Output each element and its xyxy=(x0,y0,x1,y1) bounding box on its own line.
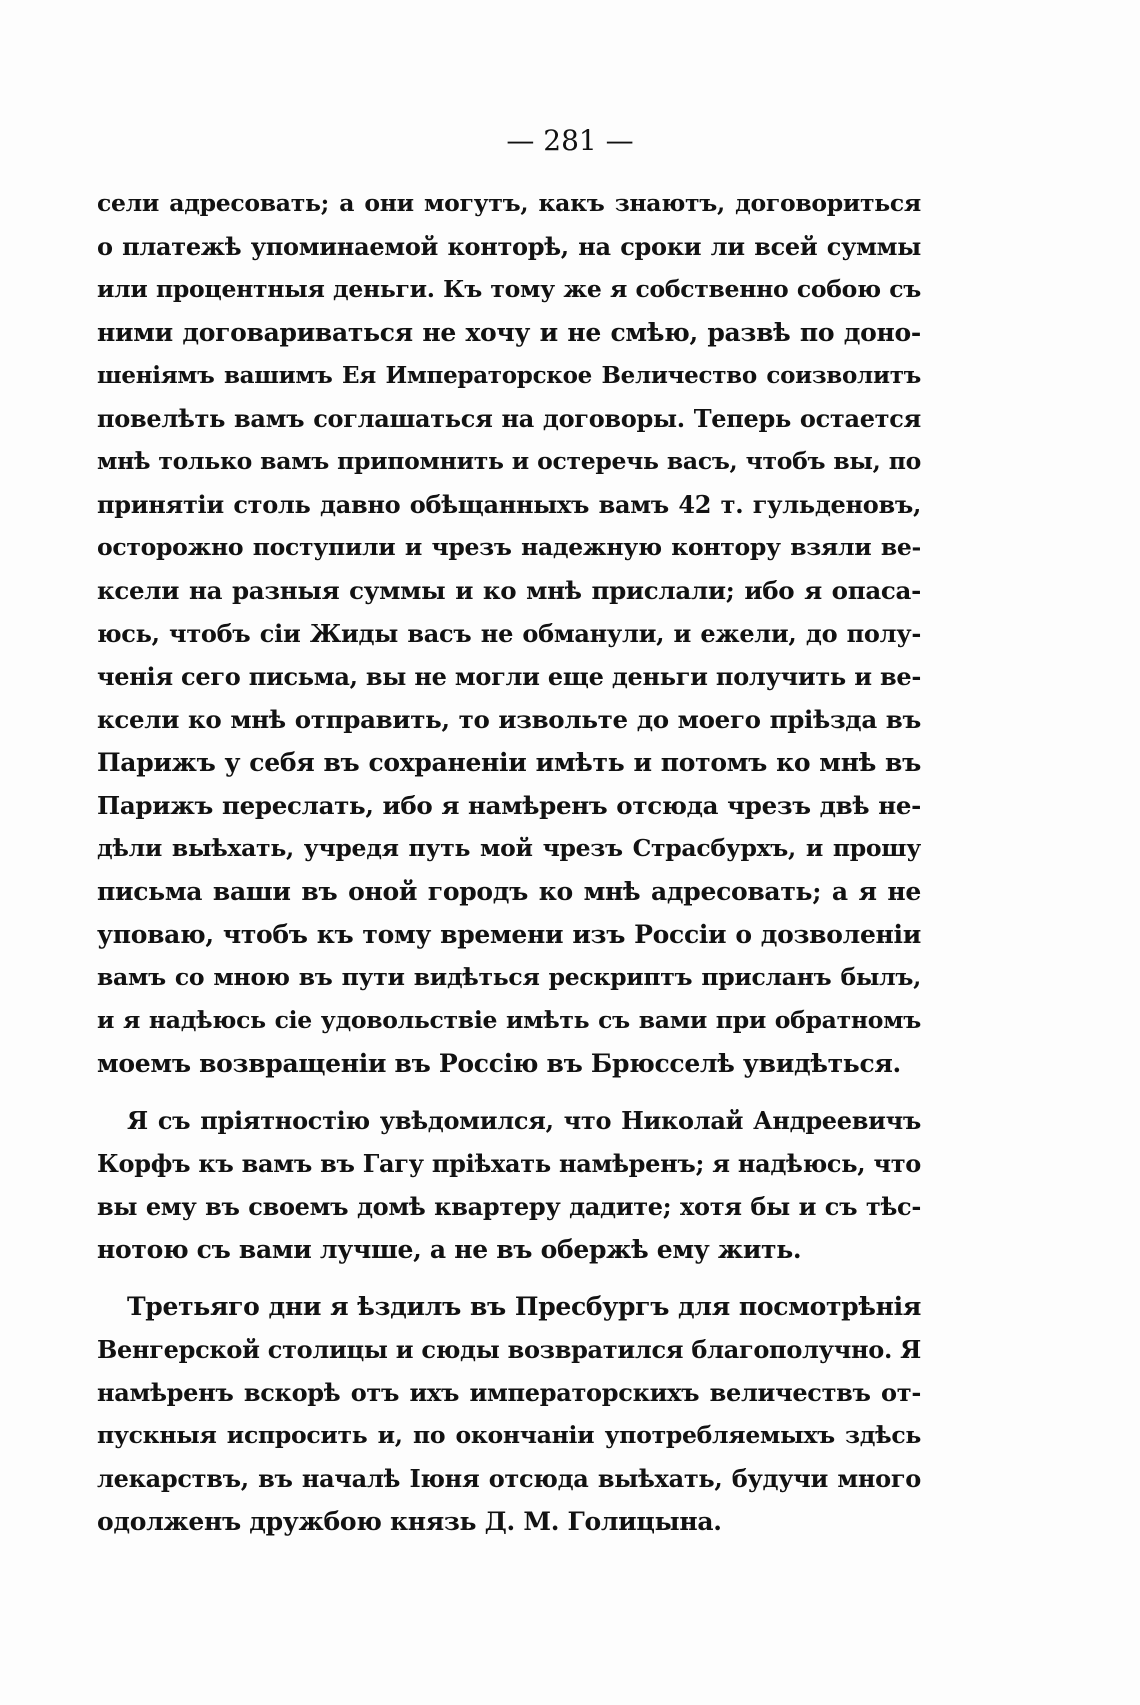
text-line: Третьяго дни я ѣздилъ въ Пресбургъ для посмотрѣнія xyxy=(127,1292,921,1321)
text-line: мнѣ только вамъ припомнить и остеречь васъ, чтобъ вы, по xyxy=(97,447,921,475)
text-line: вы ему въ своемъ домѣ квартеру дадите; хотя бы и съ тѣс- xyxy=(97,1192,921,1221)
text-line: сели адресовать; а они могутъ, какъ знаютъ, договориться xyxy=(97,189,921,217)
text-line: шеніямъ вашимъ Ея Императорское Величество соизволитъ xyxy=(97,362,921,389)
body-text xyxy=(97,182,921,1543)
text-line: принятіи столь давно обѣщанныхъ вамъ 42 т. гульденовъ, xyxy=(97,490,921,519)
text-line: или процентныя деньги. Къ тому же я собственно собою съ xyxy=(97,275,921,303)
text-line: повелѣть вамъ соглашаться на договоры. Теперь остается xyxy=(97,404,921,433)
text-line: дѣли выѣхать, учредя путь мой чрезъ Страсбурхъ, и прошу xyxy=(97,834,921,862)
paragraph-3 xyxy=(97,1285,921,1543)
text-line: осторожно поступили и чрезъ надежную контору взяли ве- xyxy=(97,533,921,561)
text-line: моемъ возвращеніи въ Россію въ Брюсселѣ увидѣться. xyxy=(97,1049,901,1078)
text-line: ченія сего письма, вы не могли еще деньги получить и ве- xyxy=(97,662,921,691)
text-line: Я съ пріятностію увѣдомился, что Николай Андреевичъ xyxy=(127,1106,921,1135)
text-line: вамъ со мною въ пути видѣться рескриптъ присланъ былъ, xyxy=(97,963,921,991)
page-number: — 281 — xyxy=(506,124,634,157)
paragraph-gap xyxy=(97,1085,921,1099)
paragraph-gap xyxy=(97,1271,921,1285)
paragraph-1 xyxy=(97,182,921,1085)
text-line: юсь, чтобъ сіи Жиды васъ не обманули, и ежели, до полу- xyxy=(97,619,921,648)
text-line: Парижъ переслать, ибо я намѣренъ отсюда чрезъ двѣ не- xyxy=(97,791,921,820)
text-line: о платежѣ упоминаемой конторѣ, на сроки ли всей суммы xyxy=(97,232,921,261)
text-line: ксели ко мнѣ отправить, то извольте до моего пріѣзда въ xyxy=(97,705,921,734)
text-line: Парижъ у себя въ сохраненіи имѣть и потомъ ко мнѣ въ xyxy=(97,748,921,777)
text-line: пускныя испросить и, по окончаніи употребляемыхъ здѣсь xyxy=(97,1421,921,1449)
text-line: и я надѣюсь сіе удовольствіе имѣть съ вами при обратномъ xyxy=(97,1006,921,1034)
text-line: ними договариваться не хочу и не смѣю, развѣ по доно- xyxy=(97,318,921,347)
text-line: ксели на разныя суммы и ко мнѣ прислали; ибо я опаса- xyxy=(97,576,921,605)
text-line: намѣренъ вскорѣ отъ ихъ императорскихъ величествъ от- xyxy=(97,1378,921,1407)
paragraph-2 xyxy=(97,1099,921,1271)
text-line: Венгерской столицы и сюды возвратился благополучно. Я xyxy=(97,1335,921,1364)
text-line: лекарствъ, въ началѣ Іюня отсюда выѣхать, будучи много xyxy=(97,1464,921,1493)
text-line: уповаю, чтобъ къ тому времени изъ Россіи о дозволеніи xyxy=(97,920,921,949)
text-line: Корфъ къ вамъ въ Гагу пріѣхать намѣренъ; я надѣюсь, что xyxy=(97,1149,921,1178)
text-line: письма ваши въ оной городъ ко мнѣ адресовать; а я не xyxy=(97,877,921,906)
text-line: нотою съ вами лучше, а не въ обержѣ ему жить. xyxy=(97,1235,802,1264)
text-line: одолженъ дружбою князь Д. М. Голицына. xyxy=(97,1507,722,1536)
